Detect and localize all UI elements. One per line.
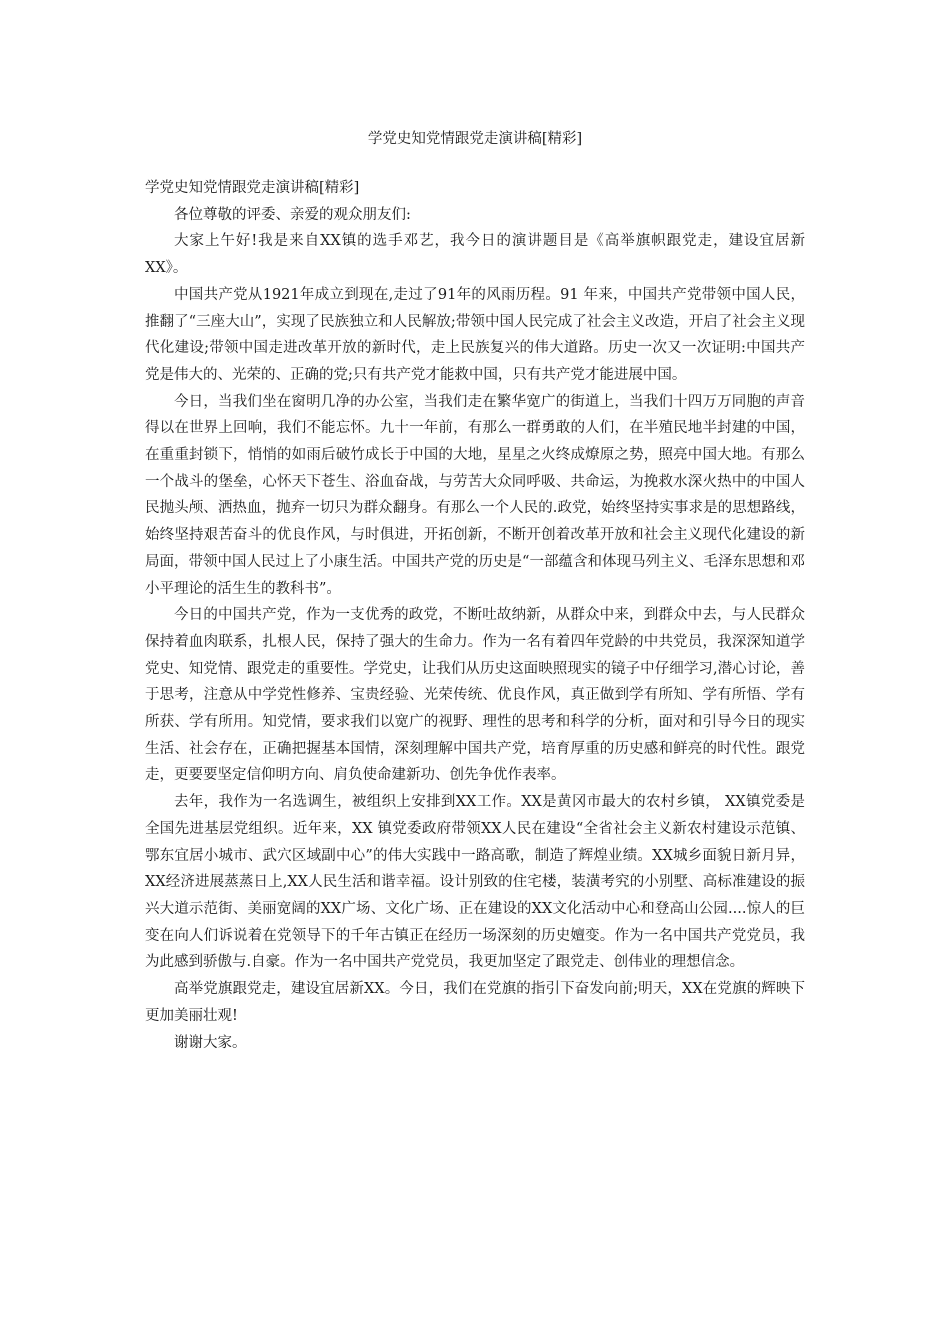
paragraph-thanks: 谢谢大家。 bbox=[174, 1034, 247, 1051]
paragraph-greeting: 大家上午好!我是来自XX镇的选手邓艺，我今日的演讲题目是《高举旗帜跟党走，建设宜居新XX》。 bbox=[145, 233, 805, 277]
paragraph-local-work: 去年，我作为一名选调生，被组织上安排到XX工作。XX是黄冈市最大的农村乡镇， XX镇党委是全国先进基层党组织。近年来，XX 镇党委政府带领XX人民在建设“全省社会主义新农村建设示范镇、鄂东宜居小城市、武穴区域副中心”的伟大实践中一路高歌，制造了辉煌业绩。XX城乡面貌日新月异，XX经济进展蒸蒸日上,XX人民生活和谐幸福。设计别致的住宅楼，装潢考究的小别墅、高标准建设的振兴大道示范街、美丽宽阔的XX广场、文化广场、正在建设的XX文化活动中心和登高山公园....惊人的巨变在向人们诉说着在党领导下的千年古镇正在经历一场深刻的历史嬗变。作为一名中国共产党党员，我为此感到骄傲与.自豪。作为一名中国共产党党员，我更加坚定了跟党走、创伟业的理想信念。 bbox=[145, 794, 805, 971]
paragraph-party-today: 今日的中国共产党，作为一支优秀的政党，不断吐故纳新，从群众中来，到群众中去，与人民群众保持着血肉联系，扎根人民，保持了强大的生命力。作为一名有着四年党龄的中共党员，我深深知道学党史、知党情、跟党走的重要性。学党史，让我们从历史这面映照现实的镜子中仔细学习,潜心讨论，善于思考，注意从中学党性修养、宝贵经验、光荣传统、优良作风，真正做到学有所知、学有所悟、学有所获、学有所用。知党情，要求我们以宽广的视野、理性的思考和科学的分析，面对和引导今日的现实生活、社会存在，正确把握基本国情，深刻理解中国共产党，培育厚重的历史感和鲜亮的时代性。跟党走，更要要坚定信仰明方向、肩负使命建新功、创先争优作表率。 bbox=[145, 607, 805, 784]
paragraph-remembrance: 今日，当我们坐在窗明几净的办公室，当我们走在繁华宽广的街道上，当我们十四万万同胞的声音得以在世界上回响，我们不能忘怀。九十一年前，有那么一群勇敢的人们，在半殖民地半封建的中国，在重重封锁下，悄悄的如雨后破竹成长于中国的大地，星星之火终成燎原之势，照亮中国大地。有那么一个战斗的堡垒，心怀天下苍生、浴血奋战，与劳苦大众同呼吸、共命运，为挽救水深火热中的中国人民抛头颅、洒热血，抛弃一切只为群众翻身。有那么一个人民的.政党，始终坚持实事求是的思想路线，始终坚持艰苦奋斗的优良作风，与时俱进，开拓创新，不断开创着改革开放和社会主义现代化建设的新局面，带领中国人民过上了小康生活。中国共产党的历史是“一部蕴含和体现马列主义、毛泽东思想和邓小平理论的活生生的教科书”。 bbox=[145, 393, 805, 597]
document-body bbox=[145, 175, 805, 1056]
document-title: 学党史知党情跟党走演讲稿[精彩] bbox=[367, 131, 583, 147]
paragraph-history: 中国共产党从1921年成立到现在,走过了91年的风雨历程。91 年来，中国共产党带领中国人民，推翻了“三座大山”，实现了民族独立和人民解放;带领中国人民完成了社会主义改造，开启了社会主义现代化建设;带领中国走进改革开放的新时代，走上民族复兴的伟大道路。历史一次又一次证明:中国共产党是伟大的、光荣的、正确的党;只有共产党才能救中国，只有共产党才能进展中国。 bbox=[145, 286, 805, 383]
paragraph-salutation: 各位尊敬的评委、亲爱的观众朋友们: bbox=[174, 206, 411, 223]
paragraph-conclusion: 高举党旗跟党走，建设宜居新XX。今日，我们在党旗的指引下奋发向前;明天，XX在党旗的辉映下更加美丽壮观! bbox=[145, 981, 805, 1024]
document-subtitle: 学党史知党情跟党走演讲稿[精彩] bbox=[145, 180, 360, 196]
